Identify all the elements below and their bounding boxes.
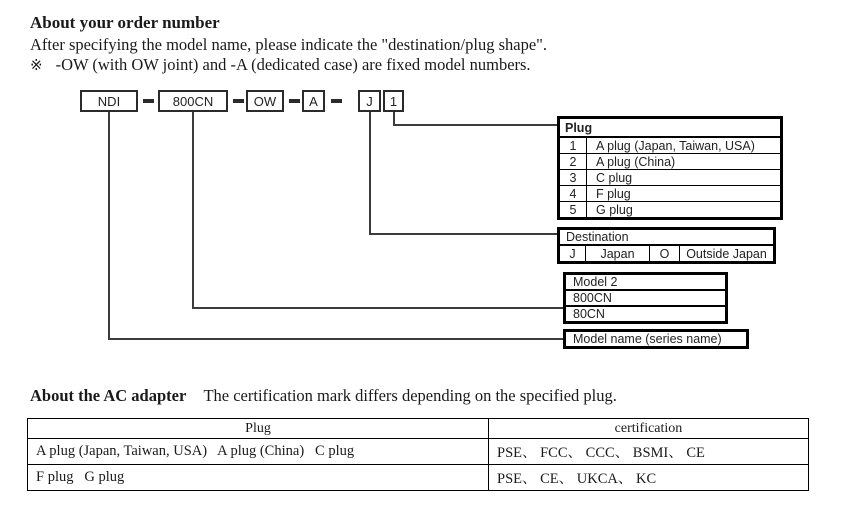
table-row	[560, 138, 780, 154]
table-row	[560, 170, 780, 186]
plug-label: C plug	[596, 170, 633, 185]
plug-code: 1	[560, 138, 587, 153]
destination-label: Outside Japan	[686, 246, 767, 261]
connector-plug-horizontal	[393, 124, 557, 126]
adapter-title: About the AC adapter	[30, 386, 187, 405]
table-row	[28, 439, 809, 465]
code-segment-plug: 1	[383, 90, 404, 112]
code-segment-a: A	[302, 90, 325, 112]
plug-code: 2	[560, 154, 587, 169]
plug-table	[557, 116, 783, 220]
page-title: About your order number	[30, 13, 220, 32]
plug-code: 5	[560, 202, 587, 217]
table-row	[28, 465, 809, 491]
plug-table-title: Plug	[560, 119, 780, 138]
table-row	[560, 154, 780, 170]
connector-destination-vertical	[369, 112, 371, 234]
code-segment-series: NDI	[80, 90, 138, 112]
code-segment-model: 800CN	[158, 90, 228, 112]
model2-row: 80CN	[566, 305, 725, 321]
adapter-heading	[30, 386, 617, 406]
destination-table	[557, 227, 776, 264]
plug-label: A plug (Japan, Taiwan, USA)	[596, 138, 755, 153]
plug-code: 3	[560, 170, 587, 185]
destination-label: Japan	[586, 246, 650, 261]
model2-table-title: Model 2	[573, 275, 618, 289]
code-segment-ow: OW	[246, 90, 284, 112]
table-header-row	[28, 419, 809, 439]
plug-label: F plug	[596, 186, 631, 201]
destination-code: J	[560, 246, 586, 261]
note-line	[30, 55, 531, 75]
plug-code: 4	[560, 186, 587, 201]
dash-separator	[143, 99, 154, 103]
plug-label: G plug	[596, 202, 633, 217]
code-segment-destination: J	[358, 90, 381, 112]
model-name-label: Model name (series name)	[563, 329, 749, 349]
table-row	[560, 246, 773, 261]
plug-label: A plug (China)	[596, 154, 676, 169]
plug-group-cell: A plug (Japan, Taiwan, USA) A plug (China) C plug	[28, 439, 489, 465]
certification-cell: PSE、 FCC、 CCC、 BSMI、 CE	[489, 439, 809, 465]
adapter-subtitle: The certification mark differs depending on the specified plug.	[203, 386, 617, 405]
connector-model-vertical	[192, 112, 194, 308]
reference-mark-icon: ※	[30, 56, 43, 74]
dash-separator	[233, 99, 244, 103]
connector-series-vertical	[108, 112, 110, 339]
column-header-plug: Plug	[28, 419, 489, 439]
connector-destination-horizontal	[369, 233, 557, 235]
model2-table	[563, 272, 728, 324]
destination-table-title: Destination	[560, 230, 773, 246]
destination-code: O	[650, 246, 680, 261]
table-row	[560, 186, 780, 202]
connector-model-horizontal	[192, 307, 563, 309]
column-header-certification: certification	[489, 419, 809, 439]
dash-separator	[289, 99, 300, 103]
certification-table	[27, 418, 809, 491]
plug-group-cell: F plug G plug	[28, 465, 489, 491]
table-row	[560, 202, 780, 217]
connector-series-horizontal	[108, 338, 563, 340]
note-text: -OW (with OW joint) and -A (dedicated case) are fixed model numbers.	[55, 55, 531, 74]
intro-text: After specifying the model name, please indicate the "destination/plug shape".	[30, 35, 548, 54]
certification-cell: PSE、 CE、 UKCA、 KC	[489, 465, 809, 491]
dash-separator	[331, 99, 342, 103]
model2-row: 800CN	[566, 289, 725, 305]
